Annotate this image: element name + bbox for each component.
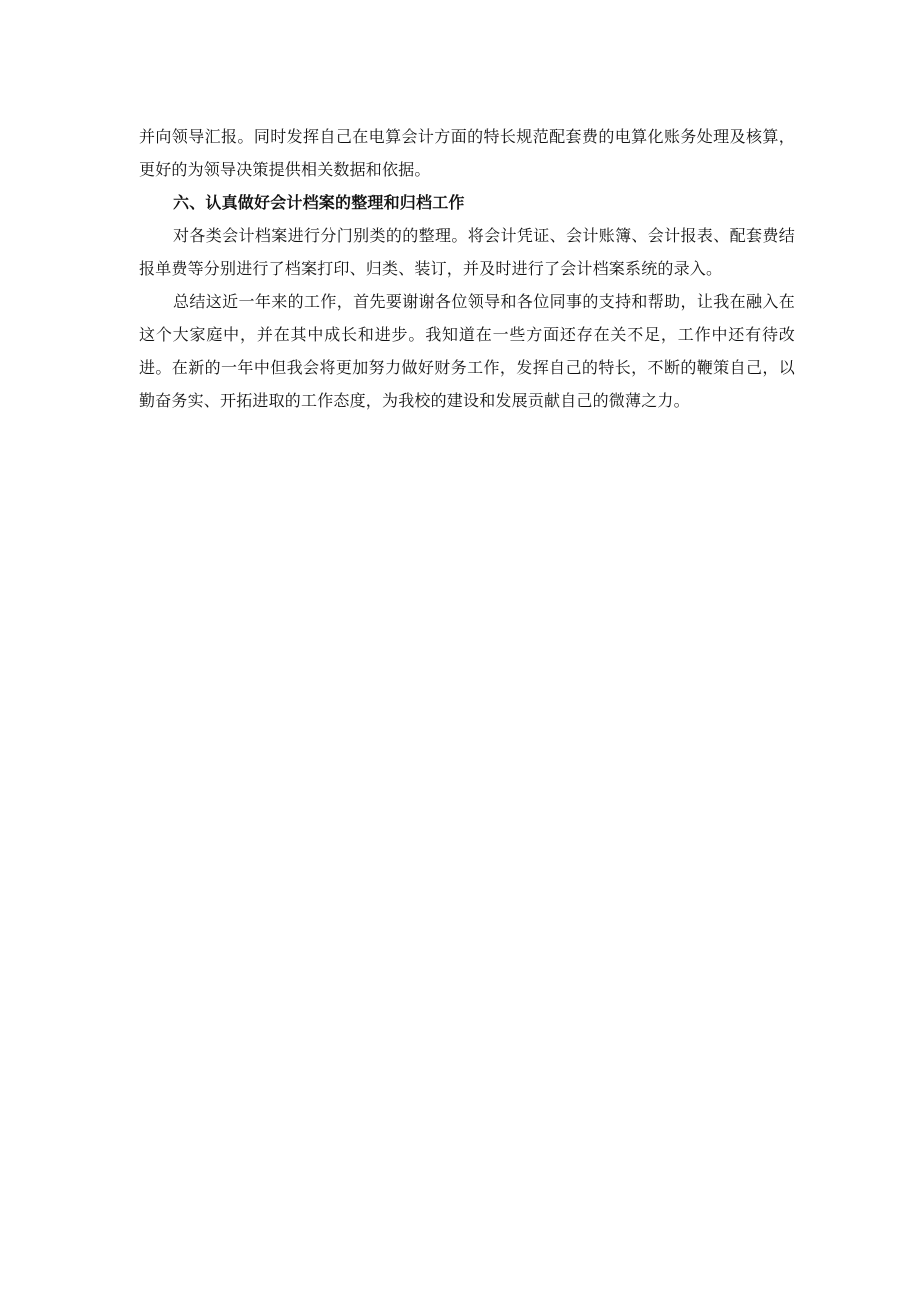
section-heading: 六、认真做好会计档案的整理和归档工作 xyxy=(173,193,465,212)
paragraph-archives: 对各类会计档案进行分门别类的的整理。将会计凭证、会计账簿、会计报表、配套费结报单费等分别进行了档案打印、归类、装订，并及时进行了会计档案系统的录入。 xyxy=(139,226,795,278)
document-body xyxy=(139,120,795,417)
paragraph-summary: 总结这近一年来的工作，首先要谢谢各位领导和各位同事的支持和帮助，让我在融入在这个大家庭中，并在其中成长和进步。我知道在一些方面还存在关不足，工作中还有待改进。在新的一年中但我会将更加努力做好财务工作，发挥自己的特长，不断的鞭策自己，以勤奋务实、开拓进取的工作态度，为我校的建设和发展贡献自己的微薄之力。 xyxy=(139,292,795,410)
paragraph-continued: 并向领导汇报。同时发挥自己在电算会计方面的特长规范配套费的电算化账务处理及核算，更好的为领导决策提供相关数据和依据。 xyxy=(139,127,795,179)
